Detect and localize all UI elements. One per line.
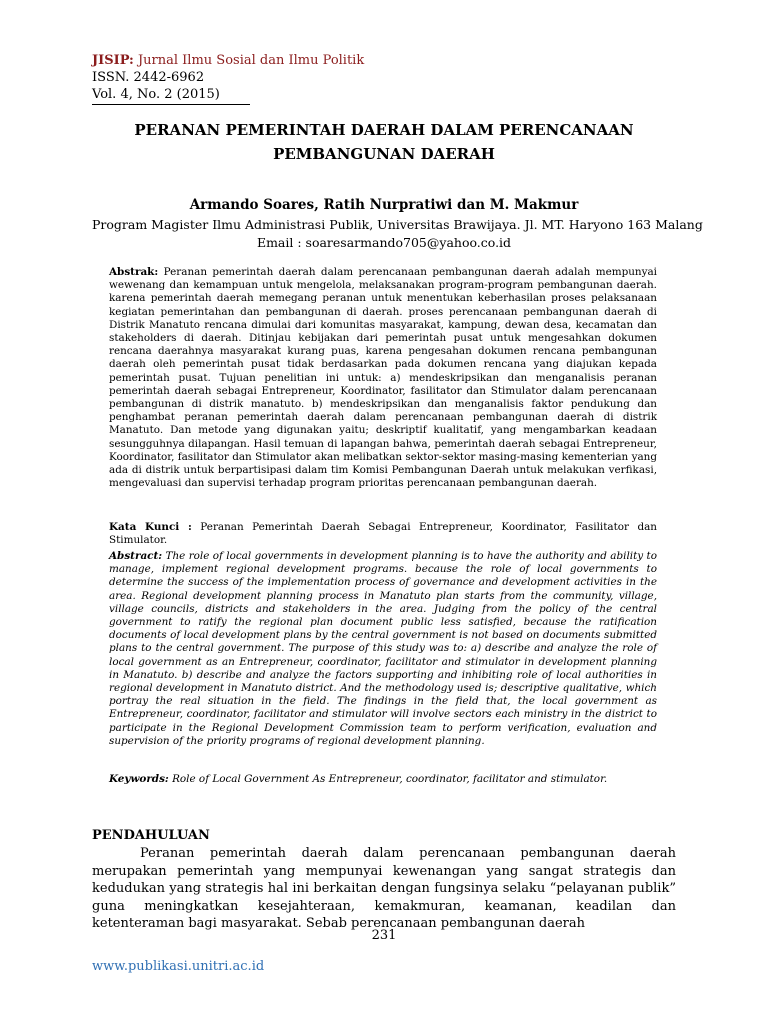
website-link[interactable]: www.publikasi.unitri.ac.id bbox=[92, 959, 265, 974]
journal-name-line bbox=[92, 52, 412, 69]
keywords-english-text: Role of Local Government As Entrepreneur, coordinator, facilitator and stimulator. bbox=[172, 773, 608, 785]
abstract-indonesian bbox=[109, 266, 657, 490]
journal-name: Jurnal Ilmu Sosial dan Ilmu Politik bbox=[137, 53, 365, 68]
journal-issn: ISSN. 2442-6962 bbox=[92, 70, 205, 85]
page-number: 231 bbox=[371, 928, 397, 943]
journal-volume: Vol. 4, No. 2 (2015) bbox=[92, 87, 220, 102]
section-heading-introduction: PENDAHULUAN bbox=[92, 828, 210, 843]
abstract-english-label: Abstract: bbox=[109, 550, 163, 562]
journal-acronym: JISIP: bbox=[92, 53, 134, 68]
author-affiliation: Program Magister Ilmu Administrasi Publik, Universitas Brawijaya. Jl. MT. Haryono 163 Malang bbox=[92, 217, 703, 232]
article-authors: Armando Soares, Ratih Nurpratiwi dan M. Makmur bbox=[189, 197, 579, 213]
keywords-indonesian-text: Peranan Pemerintah Daerah Sebagai Entrepreneur, Koordinator, Fasilitator dan Stimulator. bbox=[109, 521, 657, 547]
author-email: Email : soaresarmando705@yahoo.co.id bbox=[256, 235, 512, 250]
introduction-paragraph: Peranan pemerintah daerah dalam perencanaan pembangunan daerah merupakan pemerintah yang mempunyai kewenangan yang sangat strategis dan kedudukan yang strategis hal ini berkaitan dengan fungsinya selaku “pelayanan publik” guna meningkatkan kesejahteraan, kemakmuran, keamanan, keadilan dan ketenteraman bagi masyarakat. Sebab perencanaan pembangunan daerah bbox=[92, 846, 676, 932]
journal-header bbox=[92, 52, 412, 103]
article-title: PERANAN PEMERINTAH DAERAH DALAM PERENCANAAN PEMBANGUNAN DAERAH bbox=[134, 121, 634, 163]
keywords-english bbox=[109, 773, 657, 786]
abstract-english bbox=[109, 550, 657, 748]
abstract-english-text: The role of local governments in development planning is to have the authority and ability to manage, implement regional development programs. because the role of local governments to determine the success of the implementation process of governance and development activities in the area. Regional development planning process in Manatuto plan starts from the community, village, village councils, districts and stakeholders in the area. Judging from the policy of the central government to ratify the regional plan document public less satisfied, because the ratification documents of local development plans by the central government is not based on documents submitted plans to the central government. The purpose of this study was to: a) describe and analyze the role of local government as an Entrepreneur, coordinator, facilitator and stimulator in development planning in Manatuto. b) describe and analyze the factors supporting and inhibiting role of local authorities in regional development in Manatuto district. And the methodology used is; descriptive qualitative, which portray the real situation in the field. The findings in the field that, the local government as Entrepreneur, coordinator, facilitator and stimulator will involve sectors each ministry in the district to participate in the Regional Development Commission team to perform verification, evaluation and supervision of the priority programs of regional development planning. bbox=[109, 550, 657, 747]
abstract-indonesian-label: Abstrak: bbox=[109, 266, 159, 278]
abstract-indonesian-text: Peranan pemerintah daerah dalam perencanaan pembangunan daerah adalah mempunyai wewenang dan kemampuan untuk mengelola, melaksanakan program-program pembangunan daerah. karena pemerintah daerah memegang peranan untuk menentukan keberhasilan proses pelaksanaan kegiatan pemerintahan dan pembangunan di daerah. proses perencanaan pembangunan daerah di Distrik Manatuto rencana dimulai dari komunitas masyarakat, kampung, dewan desa, kecamatan dan stakeholders di daerah. Ditinjau kebijakan dari pemerintah pusat untuk mengesahkan dokumen rencana daerahnya masyarakat kurang puas, karena pengesahan dokumen rencana pembangunan daerah oleh pemerintah pusat tidak berdasarkan pada dokumen rencana yang diajukan kepada pemerintah pusat. Tujuan penelitian ini untuk: a) mendeskripsikan dan menganalisis peranan pemerintah daerah sebagai Entrepreneur, Koordinator, fasilitator dan Stimulator dalam perencanaan pembangunan di distrik manatuto. b) mendeskripsikan dan menganalisis faktor pendukung dan penghambat peranan pemerintah daerah dalam perencanaan pembangunan daerah di distrik Manatuto. Dan metode yang digunakan yaitu; deskriptif kualitatif, yang mengambarkan keadaan sesungguhnya dilapangan. Hasil temuan di lapangan bahwa, pemerintah daerah sebagai Entrepreneur, Koordinator, fasilitator dan Stimulator akan melibatkan sektor-sektor masing-masing kementerian yang ada di distrik untuk berpartisipasi dalam tim Komisi Pembangunan Daerah untuk melakukan verfikasi, mengevaluasi dan supervisi terhadap program prioritas perencanaan pembangunan daerah. bbox=[109, 266, 658, 490]
keywords-english-label: Keywords: bbox=[109, 773, 169, 785]
keywords-indonesian-label: Kata Kunci : bbox=[109, 521, 192, 533]
keywords-indonesian bbox=[109, 521, 657, 547]
header-rule bbox=[92, 104, 250, 105]
